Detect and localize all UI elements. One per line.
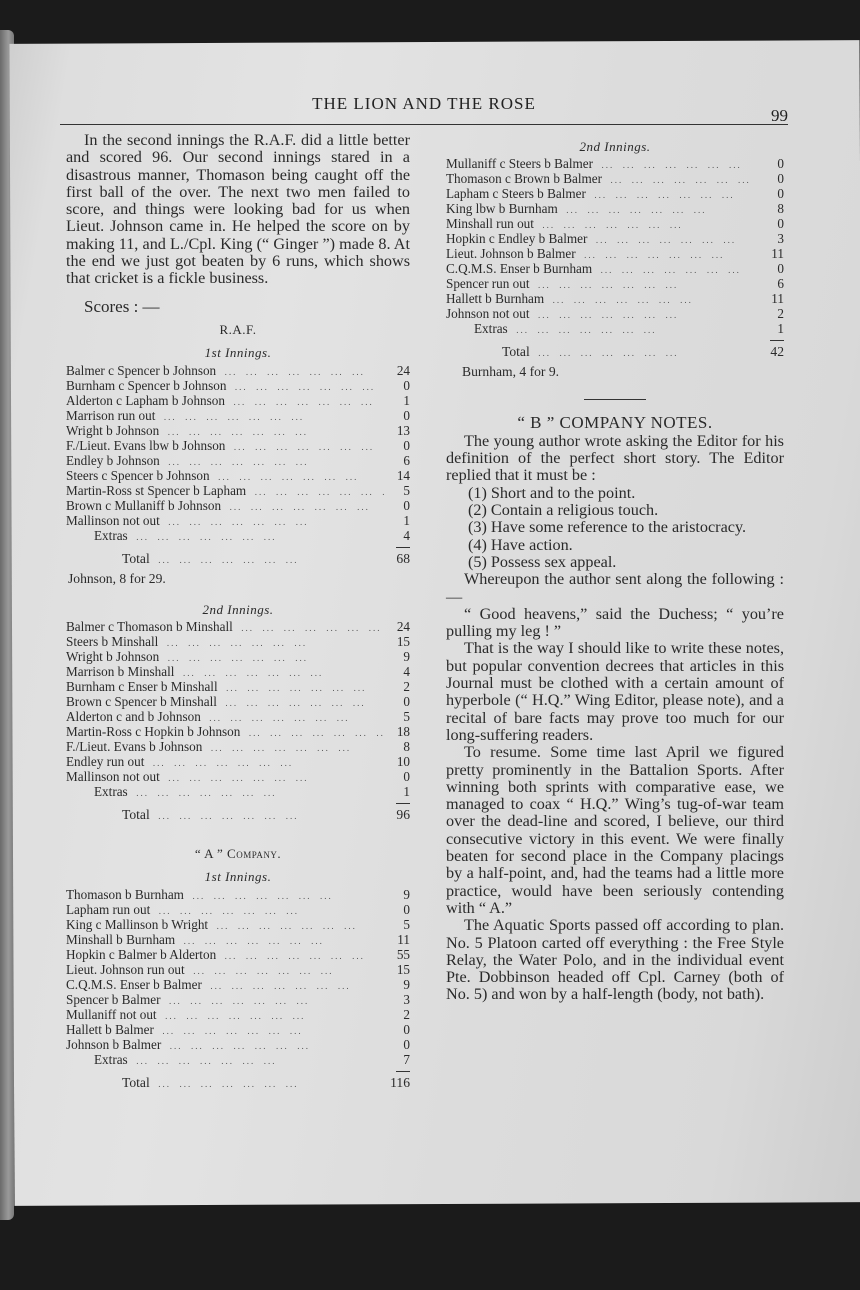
batsman-row xyxy=(66,695,410,710)
runs: 11 xyxy=(397,931,410,947)
innings-heading: 2nd Innings. xyxy=(202,601,274,617)
runs: 4 xyxy=(403,664,410,680)
total-row xyxy=(446,345,784,360)
requirements-list xyxy=(446,485,784,571)
total-label: Total ... xyxy=(66,1076,384,1091)
notes-paragraph: The young author wrote asking the Editor for his definition of the perfect short story. The Editor replied that it must be : xyxy=(446,431,784,485)
batsman-dismissal: Mallinson not out ... xyxy=(66,514,384,529)
runs: 0 xyxy=(777,261,784,277)
batsman-dismissal: Endley b Johnson ... xyxy=(66,454,384,469)
batsman-dismissal: Steers b Minshall ... xyxy=(66,635,384,650)
batsman-row xyxy=(66,948,410,963)
scorecard-raf-1st xyxy=(66,364,410,567)
scorecard-a-1st xyxy=(66,888,410,1091)
batsman-dismissal: Minshall b Burnham ... xyxy=(66,933,384,948)
runs: 11 xyxy=(771,246,784,262)
batsman-dismissal: King lbw b Burnham ... xyxy=(446,202,758,217)
extras-runs: 1 xyxy=(777,321,784,337)
total-label: Total ... xyxy=(66,808,384,823)
batsman-dismissal: Lapham run out ... xyxy=(66,903,384,918)
batsman-row xyxy=(66,755,410,770)
notes-paragraph: “ Good heavens,” said the Duchess; “ you’re pulling my leg ! ” xyxy=(446,604,784,641)
runs: 0 xyxy=(403,407,410,423)
total-runs: 68 xyxy=(396,550,410,566)
team-heading-a-company: “ A ” Company. xyxy=(194,846,282,862)
runs: 0 xyxy=(777,216,784,232)
runs: 9 xyxy=(403,649,410,665)
bowling-summary: Johnson, 8 for 29. xyxy=(68,570,166,586)
runs: 0 xyxy=(403,901,410,917)
runs: 0 xyxy=(777,171,784,187)
batsman-row xyxy=(66,710,410,725)
batsman-row xyxy=(66,379,410,394)
batsman-row xyxy=(66,635,410,650)
batsman-dismissal: Thomason c Brown b Balmer ... xyxy=(446,172,758,187)
batsman-row xyxy=(66,680,410,695)
batsman-dismissal: Brown c Mullaniff b Johnson ... xyxy=(66,499,384,514)
batsman-row xyxy=(66,888,410,903)
batsman-dismissal: C.Q.M.S. Enser b Balmer ... xyxy=(66,978,384,993)
batsman-row xyxy=(66,725,410,740)
runs: 0 xyxy=(403,694,410,710)
extras-label: Extras ... xyxy=(66,785,384,800)
batsman-dismissal: Mallinson not out ... xyxy=(66,770,384,785)
batsman-dismissal: Mullaniff c Steers b Balmer ... xyxy=(446,157,758,172)
batsman-dismissal: Marrison run out ... xyxy=(66,409,384,424)
batsman-row xyxy=(446,262,784,277)
runs: 0 xyxy=(403,497,410,513)
scorecard-raf-2nd xyxy=(66,620,410,823)
extras-row xyxy=(66,1053,410,1068)
runs: 0 xyxy=(403,1036,410,1052)
list-number: (4) xyxy=(468,535,487,554)
batsman-dismissal: Lieut. Johnson b Balmer ... xyxy=(446,247,758,262)
scorecard-a-2nd xyxy=(446,157,784,360)
runs: 0 xyxy=(777,186,784,202)
batsman-row xyxy=(446,202,784,217)
batsman-dismissal: King c Mallinson b Wright ... xyxy=(66,918,384,933)
batsman-dismissal: Hallett b Burnham ... xyxy=(446,292,758,307)
extras-runs: 1 xyxy=(403,784,410,800)
batsman-dismissal: Endley run out ... xyxy=(66,755,384,770)
runs: 0 xyxy=(403,769,410,785)
batsman-row xyxy=(66,364,410,379)
list-number: (1) xyxy=(468,483,487,502)
total-rule xyxy=(396,803,410,804)
runs: 5 xyxy=(403,709,410,725)
runs: 2 xyxy=(403,1006,410,1022)
extras-label: Extras ... xyxy=(446,322,758,337)
batsman-dismissal: Wright b Johnson ... xyxy=(66,424,384,439)
runs: 0 xyxy=(403,1021,410,1037)
batsman-row xyxy=(446,172,784,187)
runs: 0 xyxy=(777,156,784,172)
batsman-dismissal: Alderton c Lapham b Johnson ... xyxy=(66,394,384,409)
runs: 6 xyxy=(403,452,410,468)
left-column xyxy=(66,132,410,1091)
batsman-dismissal: Mullaniff not out ... xyxy=(66,1008,384,1023)
runs: 0 xyxy=(403,437,410,453)
list-item xyxy=(446,485,784,502)
list-text: Contain a religious touch. xyxy=(490,501,659,520)
batsman-dismissal: Alderton c and b Johnson ... xyxy=(66,710,384,725)
runs: 1 xyxy=(403,392,410,408)
batsman-row xyxy=(66,650,410,665)
extras-runs: 4 xyxy=(403,527,410,543)
batsman-row xyxy=(66,409,410,424)
batsman-row xyxy=(446,217,784,232)
list-number: (3) xyxy=(468,518,487,537)
extras-row xyxy=(66,529,410,544)
batsman-row xyxy=(446,292,784,307)
batsman-row xyxy=(66,963,410,978)
batsman-row xyxy=(66,424,410,439)
scores-label: Scores : — xyxy=(84,296,160,316)
batsman-row xyxy=(66,903,410,918)
batsman-dismissal: Lapham c Steers b Balmer ... xyxy=(446,187,758,202)
batsman-row xyxy=(66,499,410,514)
runs: 24 xyxy=(396,362,410,378)
runs: 10 xyxy=(396,754,410,770)
notes-paragraph: That is the way I should like to write these notes, but popular convention decrees that articles in this Journal must be clothed with a certain amount of hyperbole (“ H.Q.” Wing Editor, please note), and a recital of bare facts may prove too much for our long-suffering readers. xyxy=(446,639,784,744)
extras-label: Extras ... xyxy=(66,1053,384,1068)
batsman-row xyxy=(66,484,410,499)
intro-paragraph: In the second innings the R.A.F. did a little better and scored 96. Our second innings stared in a disastrous manner, Thomason being caught off the first ball of the over. The next two men failed to score, and things were looking bad for us when Lieut. Johnson came in. He helped the score on by making 11, and L./Cpl. King (“ Ginger ”) made 8. At the end we just got beaten by 6 runs, which shows that cricket is a fickle business. xyxy=(66,131,410,288)
team-heading-raf: R.A.F. xyxy=(219,321,257,337)
batsman-row xyxy=(66,514,410,529)
list-item xyxy=(446,519,784,536)
batsman-dismissal: Minshall run out ... xyxy=(446,217,758,232)
batsman-row xyxy=(446,232,784,247)
runs: 6 xyxy=(777,276,784,292)
batsman-row xyxy=(66,620,410,635)
batsman-dismissal: Spencer b Balmer ... xyxy=(66,993,384,1008)
runs: 13 xyxy=(396,422,410,438)
batsman-row xyxy=(446,307,784,322)
batsman-dismissal: F./Lieut. Evans b Johnson ... xyxy=(66,740,384,755)
page-number: 99 xyxy=(771,106,788,125)
runs: 2 xyxy=(403,679,410,695)
runs: 14 xyxy=(396,467,410,483)
runs: 3 xyxy=(777,231,784,247)
batsman-row xyxy=(66,770,410,785)
notes-paragraph: The Aquatic Sports passed off according to plan. No. 5 Platoon carted off everything : the Free Style Relay, the Water Polo, and in the individual event Pte. Dobbinson headed off Cpl. Carney (both of No. 5) and won by a half-length (body, not bath). xyxy=(446,916,784,1004)
list-item xyxy=(446,554,784,571)
batsman-row xyxy=(66,978,410,993)
batsman-dismissal: Wright b Johnson ... xyxy=(66,650,384,665)
batsman-row xyxy=(66,933,410,948)
extras-runs: 7 xyxy=(403,1051,410,1067)
runs: 2 xyxy=(777,306,784,322)
batsman-dismissal: Spencer run out ... xyxy=(446,277,758,292)
runs: 11 xyxy=(771,291,784,307)
batsman-dismissal: Marrison b Minshall ... xyxy=(66,665,384,680)
batsman-row xyxy=(66,439,410,454)
total-label: Total ... xyxy=(66,552,384,567)
list-number: (5) xyxy=(468,552,487,571)
innings-heading: 2nd Innings. xyxy=(579,139,651,154)
batsman-row xyxy=(66,740,410,755)
runs: 8 xyxy=(777,201,784,217)
batsman-dismissal: Thomason b Burnham ... xyxy=(66,888,384,903)
batsman-row xyxy=(66,469,410,484)
bowling-summary: Burnham, 4 for 9. xyxy=(462,364,560,380)
runs: 15 xyxy=(396,961,410,977)
list-text: Short and to the point. xyxy=(490,483,636,502)
runs: 55 xyxy=(396,946,410,962)
batsman-dismissal: Balmer c Spencer b Johnson ... xyxy=(66,364,384,379)
journal-title: THE LION AND THE ROSE xyxy=(312,94,536,113)
batsman-dismissal: Burnham c Spencer b Johnson ... xyxy=(66,379,384,394)
list-number: (2) xyxy=(468,501,487,520)
runs: 5 xyxy=(403,916,410,932)
runs: 15 xyxy=(396,634,410,650)
runs: 3 xyxy=(403,991,410,1007)
total-runs: 42 xyxy=(770,344,784,360)
total-label: Total ... xyxy=(446,345,758,360)
list-text: Have action. xyxy=(490,535,573,554)
total-rule xyxy=(396,1071,410,1072)
batsman-dismissal: Martin-Ross c Hopkin b Johnson ... xyxy=(66,725,384,740)
batsman-row xyxy=(66,1038,410,1053)
list-item xyxy=(446,537,784,554)
batsman-dismissal: Lieut. Johnson run out ... xyxy=(66,963,384,978)
batsman-row xyxy=(66,665,410,680)
runs: 5 xyxy=(403,482,410,498)
list-text: Have some reference to the aristocracy. xyxy=(490,518,747,537)
total-rule xyxy=(770,340,784,341)
innings-heading: 1st Innings. xyxy=(204,345,272,361)
list-item xyxy=(446,502,784,519)
total-rule xyxy=(396,547,410,548)
runs: 1 xyxy=(403,512,410,528)
batsman-dismissal: F./Lieut. Evans lbw b Johnson ... xyxy=(66,439,384,454)
notes-paragraph: To resume. Some time last April we figured pretty prominently in the Battalion Sports. After winning both sprints with comparative ease, we managed to coax “ H.Q.” Wing’s tug-of-war team over the dead-line and scored, I believe, our third consecutive victory in this event. We were finally beaten for second place in the Company placings by a half-point, and, had the teams had a little more practice, would have been seriously contending with “ A.” xyxy=(446,743,784,917)
batsman-row xyxy=(446,277,784,292)
batsman-dismissal: Hallett b Balmer ... xyxy=(66,1023,384,1038)
runs: 8 xyxy=(403,739,410,755)
innings-heading: 1st Innings. xyxy=(204,869,272,885)
total-row xyxy=(66,1076,410,1091)
runs: 9 xyxy=(403,976,410,992)
batsman-dismissal: Burnham c Enser b Minshall ... xyxy=(66,680,384,695)
batsman-dismissal: Martin-Ross st Spencer b Lapham ... xyxy=(66,484,384,499)
batsman-row xyxy=(446,187,784,202)
runs: 24 xyxy=(396,619,410,635)
extras-row xyxy=(446,322,784,337)
batsman-row xyxy=(66,394,410,409)
notes-paragraph: Whereupon the author sent along the following : — xyxy=(446,570,784,606)
batsman-dismissal: C.Q.M.S. Enser b Burnham ... xyxy=(446,262,758,277)
total-runs: 96 xyxy=(396,807,410,823)
batsman-dismissal: Johnson b Balmer ... xyxy=(66,1038,384,1053)
section-divider xyxy=(584,399,646,400)
batsman-dismissal: Hopkin c Balmer b Alderton ... xyxy=(66,948,384,963)
total-runs: 116 xyxy=(390,1074,410,1090)
batsman-row xyxy=(446,157,784,172)
notes-title: “ B ” COMPANY NOTES. xyxy=(517,412,713,432)
batsman-row xyxy=(66,993,410,1008)
batsman-dismissal: Balmer c Thomason b Minshall ... xyxy=(66,620,384,635)
batsman-row xyxy=(66,1008,410,1023)
batsman-row xyxy=(66,1023,410,1038)
batsman-row xyxy=(66,918,410,933)
batsman-dismissal: Brown c Spencer b Minshall ... xyxy=(66,695,384,710)
total-row xyxy=(66,552,410,567)
batsman-dismissal: Hopkin c Endley b Balmer ... xyxy=(446,232,758,247)
running-header xyxy=(60,94,788,125)
right-column xyxy=(446,132,784,1004)
extras-row xyxy=(66,785,410,800)
batsman-dismissal: Johnson not out ... xyxy=(446,307,758,322)
total-row xyxy=(66,808,410,823)
runs: 18 xyxy=(396,724,410,740)
runs: 0 xyxy=(403,377,410,393)
extras-label: Extras ... xyxy=(66,529,384,544)
batsman-row xyxy=(446,247,784,262)
runs: 9 xyxy=(403,886,410,902)
list-text: Possess sex appeal. xyxy=(490,552,617,571)
batsman-row xyxy=(66,454,410,469)
batsman-dismissal: Steers c Spencer b Johnson ... xyxy=(66,469,384,484)
